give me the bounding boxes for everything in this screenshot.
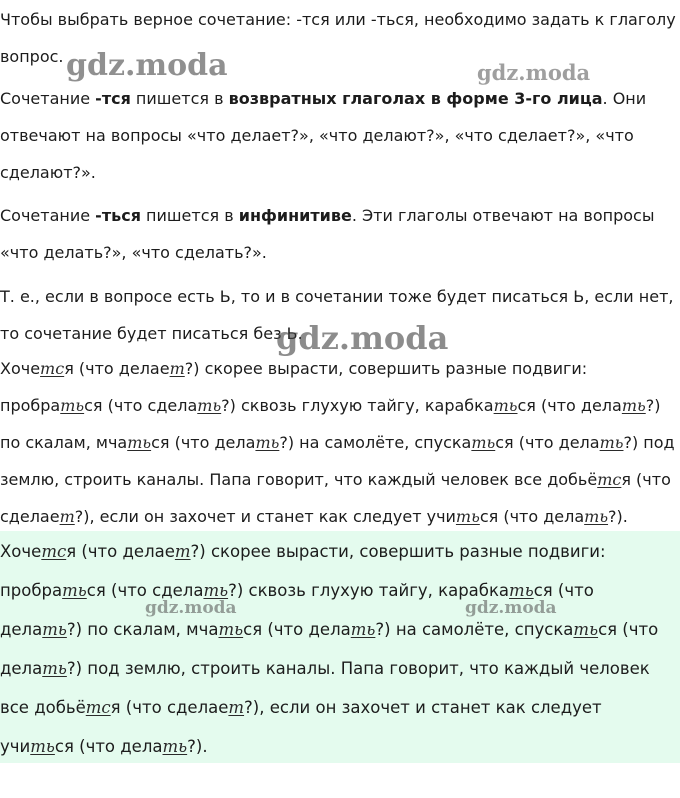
rule-tsya-text-e: . Они отвечают на вопросы «что делает?», «что делают?», «что сделает?», «что сделают?». [0, 89, 647, 182]
rule-tsya-emphasis: возвратных глаголах в форме 3-го лица [228, 89, 603, 108]
rule-tsya-soft-suffix: -ться [95, 206, 141, 225]
exercise-text-fragment: я (что делае [64, 359, 170, 378]
exercise-highlighted-letters: ть [471, 433, 496, 452]
answer-highlighted-letters: ть [162, 737, 188, 756]
answer-text-fragment: ?) на самолёте, спуска [375, 620, 574, 639]
rule-summary-paragraph [0, 278, 680, 352]
answer-highlighted-letters: ть [350, 620, 376, 639]
answer-highlighted-letters: ть [42, 620, 67, 639]
exercise-text-fragment: ?) под землю, строить каналы. Папа говорит, что каждый человек все добьё [0, 433, 675, 489]
exercise-text-fragment: ся (что сдела [84, 396, 198, 415]
exercise-highlighted-letters: ть [127, 433, 152, 452]
rule-tsya-soft-text-c: пишется в [140, 206, 239, 225]
answer-highlighted-letters: ть [573, 620, 599, 639]
rule-intro-paragraph [0, 1, 680, 75]
rule-tsya-soft-paragraph [0, 197, 680, 271]
answer-highlighted-letters: тс [41, 542, 67, 561]
answer-highlighted-letters: ть [30, 737, 55, 756]
exercise-highlighted-letters: т [169, 359, 185, 378]
answer-text-fragment: ся (что дела [0, 620, 659, 678]
watermark-logo: gdz.moda [465, 598, 557, 618]
answer-text-fragment: ?), если он захочет и станет как следует учи [0, 698, 602, 756]
exercise-text-fragment: ?) сквозь глухую тайгу, карабка [221, 396, 494, 415]
rule-intro-text: Чтобы выбрать верное сочетание: -тся или -ться, необходимо задать к глаголу вопрос. [0, 10, 676, 66]
exercise-highlighted-letters: тс [597, 470, 622, 489]
exercise-highlighted-letters: ть [493, 396, 518, 415]
exercise-highlighted-letters: ть [584, 507, 609, 526]
answer-highlighted-letters: тс [85, 698, 111, 717]
answer-highlighted-letters: ть [218, 620, 244, 639]
answer-text-fragment: я (что сделае [110, 698, 229, 717]
exercise-highlighted-letters: ть [197, 396, 222, 415]
exercise-text-fragment: ся (что дела [495, 433, 600, 452]
exercise-text-fragment: Хоче [0, 359, 41, 378]
answer-highlighted-letters: т [174, 542, 191, 561]
watermark-logo: gdz.moda [477, 60, 591, 85]
exercise-text-fragment: я (что сделае [0, 470, 671, 526]
exercise-text-fragment: ся (что дела [517, 396, 622, 415]
answer-text-fragment: ?) скорее вырасти, совершить разные подвиги: пробра [0, 542, 606, 600]
answer-text-fragment: ?) по скалам, мча [66, 620, 219, 639]
answer-highlighted-letters: ть [203, 581, 229, 600]
answer-text-fragment: ся (что дела [54, 737, 163, 756]
exercise-text-paragraph [0, 350, 680, 535]
rule-tsya-text-c: пишется в [130, 89, 229, 108]
watermark-logo: gdz.moda [145, 598, 237, 618]
rule-tsya-soft-text-a: Сочетание [0, 206, 96, 225]
answer-text-paragraph [0, 531, 680, 766]
rule-summary-text: Т. е., если в вопросе есть Ь, то и в сочетании тоже будет писаться Ь, если нет, то сочетание будет писаться без Ь. [0, 287, 674, 343]
answer-highlighted-letters: ть [42, 659, 67, 678]
exercise-highlighted-letters: т [59, 507, 75, 526]
exercise-highlighted-letters: тс [40, 359, 65, 378]
answer-block [0, 531, 680, 763]
rule-tsya-suffix: -тся [95, 89, 131, 108]
exercise-highlighted-letters: ть [621, 396, 646, 415]
answer-text-fragment: ся (что сдела [86, 581, 204, 600]
answer-text-fragment: ?) под землю, строить каналы. Папа говорит, что каждый человек все добьё [0, 659, 650, 717]
answer-text-fragment: ?). [187, 737, 208, 756]
exercise-highlighted-letters: ть [455, 507, 480, 526]
answer-text-fragment: ?) сквозь глухую тайгу, карабка [228, 581, 510, 600]
exercise-text-fragment: ?) скорее вырасти, совершить разные подвиги: пробра [0, 359, 588, 415]
rule-tsya-soft-text-e: . Эти глаголы отвечают на вопросы «что делать?», «что сделать?». [0, 206, 655, 262]
rule-tsya-paragraph [0, 80, 680, 191]
answer-highlighted-letters: ть [62, 581, 87, 600]
answer-text-fragment: ся (что дела [243, 620, 351, 639]
answer-highlighted-letters: ть [509, 581, 534, 600]
exercise-text-fragment: ?). [608, 507, 628, 526]
exercise-text-fragment: ?) на самолёте, спуска [279, 433, 472, 452]
exercise-highlighted-letters: ть [599, 433, 624, 452]
exercise-text-fragment: ся (что дела [151, 433, 256, 452]
watermark-logo: gdz.moda [276, 319, 449, 357]
exercise-text-fragment: ?), если он захочет и станет как следует учи [74, 507, 456, 526]
answer-highlighted-letters: т [228, 698, 245, 717]
answer-text-fragment: ся (что дела [0, 581, 594, 639]
exercise-text-fragment: ?) по скалам, мча [0, 396, 661, 452]
exercise-text-fragment: ся (что дела [479, 507, 585, 526]
rule-tsya-soft-emphasis: инфинитиве [238, 206, 352, 225]
answer-text-fragment: Хоче [0, 542, 42, 561]
watermark-logo: gdz.moda [66, 48, 228, 83]
exercise-highlighted-letters: ть [255, 433, 280, 452]
exercise-highlighted-letters: ть [60, 396, 85, 415]
rule-tsya-text-a: Сочетание [0, 89, 96, 108]
answer-text-fragment: я (что делае [66, 542, 175, 561]
